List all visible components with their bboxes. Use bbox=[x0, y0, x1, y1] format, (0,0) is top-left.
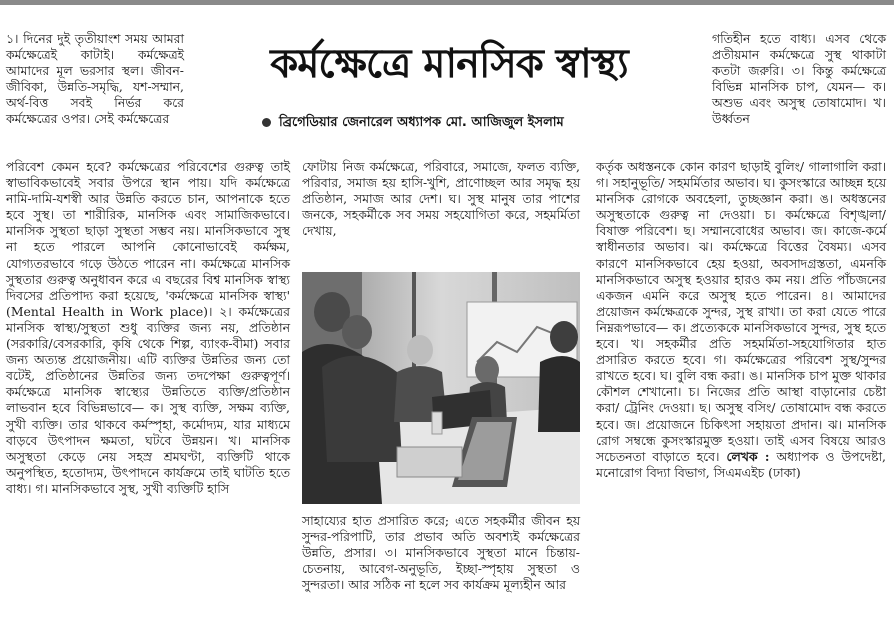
top-rule bbox=[0, 0, 894, 5]
byline-text: ব্রিগেডিয়ার জেনারেল অধ্যাপক মো. আজিজুল ইসলাম bbox=[279, 115, 564, 130]
col3-top-text: গতিহীন হতে বাধ্য। এসব থেকে প্রতীয়মান কর্মক্ষেত্রে সুস্থ থাকাটা কতটা জরুরি। ৩। কিন্তু কর্মক্ষেত্রে বিভিন্ন মানসিক চাপ, যেমন— ক। অশুভ এবং অসুস্থ তোষামোদ। খ। উর্ধ্বতন bbox=[712, 31, 886, 127]
col2-top-text: ফোটায় নিজ কর্মক্ষেত্রে, পরিবারে, সমাজে, ফলত ব্যক্তি, পরিবার, সমাজ হয় হাসি-খুশি, প্রাণোচ্ছল আর সমৃদ্ধ হয় প্রতিষ্ঠান, সমাজ আর দেশ। ঘ। সুস্থ মানুষ তার পাশের জনকে, সহকর্মীকে সব সময় সহযোগিতা করে, সহমর্মিতা দেখায়, bbox=[302, 159, 580, 239]
author-text: অধ্যাপক ও উপদেষ্টা, মনোরোগ বিদ্যা বিভাগ, সিএমএইচ (ঢাকা) bbox=[596, 448, 886, 480]
column-3-body bbox=[596, 159, 886, 481]
col3-body-text bbox=[596, 159, 886, 481]
column-3-top bbox=[712, 31, 886, 128]
article-headline: কর্মক্ষেত্রে মানসিক স্বাস্থ্য bbox=[270, 41, 628, 87]
column-2-bottom bbox=[302, 513, 580, 593]
office-meeting-photo bbox=[302, 272, 580, 504]
column-1-top bbox=[6, 31, 184, 128]
author-label: লেখক : bbox=[726, 448, 770, 464]
column-1-body bbox=[6, 159, 290, 497]
byline bbox=[262, 113, 702, 134]
col2-bottom-text: সাহায্যের হাত প্রসারিত করে; এতে সহকর্মীর জীবন হয় সুন্দর-পরিপাটি, তার প্রভাব অতি অবশ্যই কর্মক্ষেত্রের উন্নতি, প্রসার। ৩। মানসিকভাবে সুস্থতা মানে চিন্তায়-চেতনায়, আবেগ-অনুভূতি, ইচ্ছা-স্পৃহায় সুস্থতা ও সুন্দরতা। আর সঠিক না হলে সব কার্যক্রম মূল্যহীন আর bbox=[302, 513, 580, 593]
col1-body-text: পরিবেশ কেমন হবে? কর্মক্ষেত্রের পরিবেশের গুরুত্ব তাই স্বাভাবিকভাবেই সবার উপরে স্থান পায়। যদি কর্মক্ষেত্রে নামি-দামি-যশস্বী আর উন্নতি করতে চান, আপনাকে হতে হবে সুস্থ। তা শারীরিক, মানসিক এবং সামাজিকভাবে। মানসিক সুস্থতা ছাড়া সুস্থতা সম্ভব নয়। মানসিকভাবে সুস্থ না হতে পারলে আপনি কোনোভাবেই কর্মক্ষম, যোগ্যতরভাবে গড়ে উঠতে পারেন না। কর্মক্ষেত্রে মানসিক সুস্থতার গুরুত্ব অনুধাবন করে এ বছরের বিশ্ব মানসিক স্বাস্থ্য দিবসের প্রতিপাদ্য করা হয়েছে, 'কর্মক্ষেত্রে মানসিক স্বাস্থ্য' (Mental Health in Work place)। ২। কর্মক্ষেত্রের মানসিক স্বাস্থ্য/সুস্থতা শুধু ব্যক্তির জন্য নয়, প্রতিষ্ঠান (সরকারি/বেসরকারি, কৃষি থেকে শিল্প, ব্যাংক-বীমা) সবার জন্য অত্যন্ত প্রয়োজনীয়। এটি ব্যক্তির উন্নতির জন্য তো বটেই, প্রতিষ্ঠানের উন্নতির জন্য তদপেক্ষা গুরুত্বপূর্ণ। কর্মক্ষেত্রে মানসিক স্বাস্থ্যের উন্নতিতে ব্যক্তি/প্রতিষ্ঠান লাভবান হবে বিভিন্নভাবে— ক। সুস্থ ব্যক্তি, সক্ষম ব্যক্তি, সুখী ব্যক্তি। তার থাকবে কর্মস্পৃহা, কর্মোদ্যম, যার মাধ্যমে বাড়বে উৎপাদন ক্ষমতা, ঘটবে উন্নয়ন। খ। মানসিক অসুস্থতা কেড়ে নেয় সহস্র শ্রমঘণ্টা, ব্যক্তিটি থাকে অনুপস্থিত, হতোদ্যম, উৎপাদনে কার্যক্রমে তাই ঘাটতি হতে বাধ্য। গ। মানসিকভাবে সুস্থ, সুখী ব্যক্তিটি হাসি bbox=[6, 159, 290, 496]
col1-top-text: ১। দিনের দুই তৃতীয়াংশ সময় আমরা কর্মক্ষেত্রেই কাটাই। কর্মক্ষেত্রই আমাদের মূল ভরসার স্থল। জীবন-জীবিকা, উন্নতি-সমৃদ্ধি, যশ-সম্মান, অর্থ-বিত্ত সবই নির্ভর করে কর্মক্ষেত্রের ওপর। সেই কর্মক্ষেত্রের bbox=[6, 31, 184, 127]
col3-body-main: কর্তৃক অধস্তনকে কোন কারণ ছাড়াই বুলিং/ গালাগালি করা। গ। সহানুভূতি/ সহমর্মিতার অভাব। ঘ। কুসংস্কারে আচ্ছন্ন হয়ে মানসিক রোগকে অবহেলা, তুচ্ছজ্ঞান করা। ঙ। অধস্তনের অসুস্থতাকে গুরুত্ব না দেওয়া। চ। কর্মক্ষেত্রে বিশৃঙ্খলা/ বিষাক্ত পরিবেশ। ছ। সম্মানবোধের অভাব। জ। কাজে-কর্মে স্বাধীনতার অভাব। ঝ। কর্মক্ষেত্রে বিত্তের বৈষম্য। এসব কারণে মানসিকভাবে হেয় হওয়া, অবসাদগ্রস্ততা, এমনকি মানসিকভাবে অসুস্থ হওয়ার হারও কম নয়। প্রতি পাঁচজনের একজন এমনি করে অসুস্থ হতে পারেন। ৪। আমাদের প্রয়োজন কর্মক্ষেত্রকে সুন্দর, সুস্থ রাখা। তা করা যেতে পারে নিম্নরূপভাবে— ক। প্রত্যেককে মানসিকভাবে সুন্দর, সুস্থ হতে হবে। খ। সহকর্মীর প্রতি সহমর্মিতা-সহযোগিতার হাত প্রসারিত করতে হবে। গ। কর্মক্ষেত্রের পরিবেশ সুস্থ/সুন্দর রাখতে হবে। ঘ। বুলি বন্ধ করা। ঙ। মানসিক চাপ মুক্ত থাকার কৌশল শেখানো। চ। নিজের প্রতি আস্থা বাড়ানোর চেষ্টা করা/ ট্রেনিং দেওয়া। ছ। অসুস্থ বসিং/ তোষামোদ বন্ধ করতে হবে। জ। প্রয়োজনে চিকিৎসা সহায়তা প্রদান। ঝ। মানসিক রোগ সম্বন্ধে কুসংস্কারমুক্ত হওয়া। তাই এসব বিষয়ে আরও সচেতনতা বাড়াতে হবে। bbox=[596, 159, 886, 464]
column-2-top bbox=[302, 159, 580, 239]
bullet-icon bbox=[262, 118, 271, 127]
